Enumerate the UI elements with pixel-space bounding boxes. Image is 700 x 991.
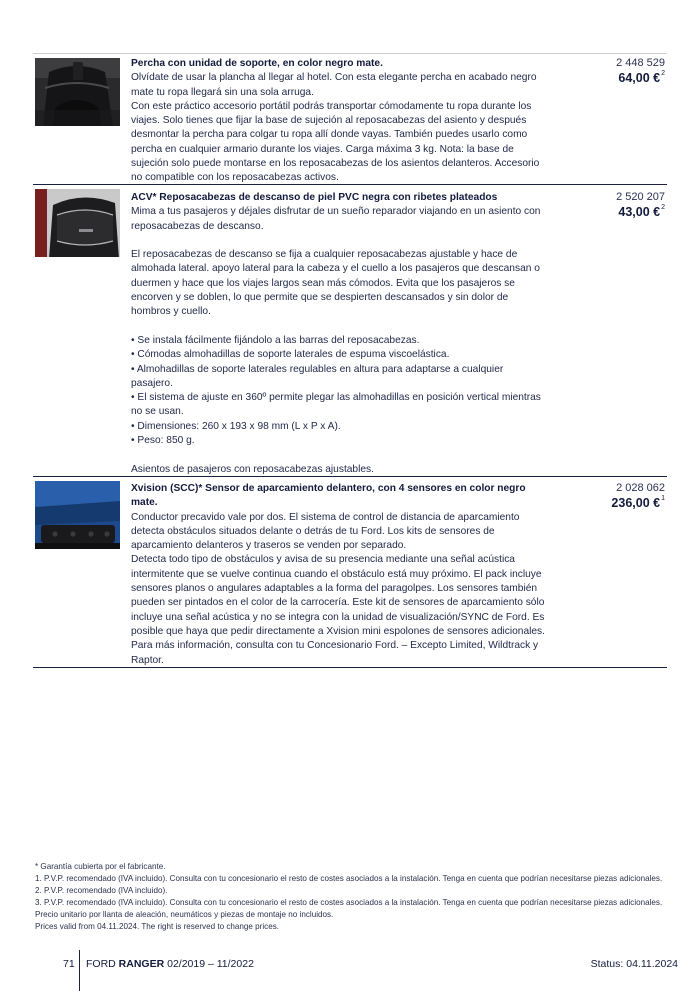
item-price: 64,00 €$^2$: [618, 70, 665, 85]
item-bottom-rule: [33, 667, 667, 668]
parking-sensor-bumper-photo-icon: [35, 481, 120, 549]
footnotes: [35, 861, 665, 933]
footnote: 2. P.V.P. recomendado (IVA incluido).: [35, 886, 168, 895]
brand-name: FORD: [86, 958, 116, 970]
model-label: [86, 958, 254, 970]
footnote: * Garantía cubierta por el fabricante.: [35, 862, 166, 871]
footnote: 3. P.V.P. recomendado (IVA incluido). Consulta con tu concesionario el resto de costes asociados a la instalación. Tenga en cuenta que podrían necesitarse piezas adicionales. Precio unitario por llanta de aleación, neumáticos y piezas de montaje no incluidos.: [35, 898, 663, 919]
item-description: El reposacabezas de descanso se fija a cualquier reposacabezas ajustable y hace de almohada lateral. apoyo lateral para la cabeza y el cuello a los pasajeros que descansan o duermen y hace que los viajes largos sean más cómodos. Evita que los pasajeros se encorven y se doblen, lo que permite que se despierten descansados y sin dolor de hombros y cuello.: [131, 249, 540, 318]
item-price: 43,00 €$^2$: [618, 204, 665, 219]
accessory-item-parking-sensor: [33, 478, 667, 668]
page-number: 71: [63, 958, 75, 970]
feature-bullet: • El sistema de ajuste en 360º permite plegar las almohadillas en posición vertical mientras no se usan.: [131, 392, 541, 418]
compatibility-note: Asientos de pasajeros con reposacabezas ajustables.: [131, 463, 374, 475]
item-description: Con este práctico accesorio portátil podrás transportar cómodamente tu ropa durante los viajes. Solo tienes que fijar la base de sujeción al reposacabezas del asiento y después desmontar la percha para colgar tu ropa allí donde vayas. También puedes usarlo como percha en cualquier armario durante los viajes. Carga máxima 3 kg. Nota: la base de sujeción solo puede montarse en los reposacabezas de los asientos delanteros. Accesorio no compatible con los reposacabezas activos.: [131, 100, 540, 184]
accessory-item-hanger: [33, 53, 667, 184]
feature-bullet: • Cómodas almohadillas de soporte laterales de espuma viscoelástica.: [131, 349, 450, 361]
item-top-rule: [33, 53, 667, 54]
item-bottom-rule: [33, 476, 667, 477]
feature-bullet: • Se instala fácilmente fijándolo a las barras del reposacabezas.: [131, 334, 420, 346]
price-footnote-ref: 1: [661, 495, 665, 502]
part-number: 2 448 529: [616, 57, 665, 69]
item-description: Detecta todo tipo de obstáculos y avisa de su presencia mediante una señal acústica intermitente que se vuelve continua cuando el obstáculo está muy próximo. El pack incluye sensores planos o angulares adaptables a la forma del paragolpes. Los sensores también pueden ser pintados en el color de la carrocería. Este kit de sensores de aparcamiento sólo incluye una señal acústica y no se integra con la unidad de visualización/SYNC de Ford. Es posible que haya que pedir directamente a Xvision mini espolones de sensores adicionales. Para más información, consulta con tu Concesionario Ford. – Excepto Limited, Wildtrack y Raptor.: [131, 554, 545, 666]
page-footer: [0, 950, 700, 991]
item-title: ACV* Reposacabezas de descanso de piel PVC negra con ribetes plateados: [131, 192, 498, 203]
footer-divider: [79, 950, 80, 991]
status-date: Status: 04.11.2024: [590, 958, 678, 970]
footnote: 1. P.V.P. recomendado (IVA incluido). Consulta con tu concesionario el resto de costes asociados a la instalación. Tenga en cuenta que podrían necesitarse piezas adicionales.: [35, 874, 663, 883]
accessory-item-headrest: [33, 186, 667, 476]
part-number: 2 028 062: [616, 482, 665, 494]
headrest-product-photo-icon: [35, 189, 120, 257]
part-number: 2 520 207: [616, 191, 665, 203]
model-name: RANGER: [118, 958, 165, 970]
footnote: Prices valid from 04.11.2024. The right is reserved to change prices.: [35, 922, 279, 931]
item-description: Olvídate de usar la plancha al llegar al hotel. Con esta elegante percha en acabado negro mate tu ropa llegará sin una sola arruga.: [131, 72, 537, 98]
item-bottom-rule: [33, 184, 667, 185]
item-title: Xvision (SCC)* Sensor de aparcamiento delantero, con 4 sensores en color negro mate.: [131, 483, 526, 509]
price-footnote-ref: 2: [661, 70, 665, 77]
feature-bullet: • Peso: 850 g.: [131, 435, 195, 447]
item-description: Conductor precavido vale por dos. El sistema de control de distancia de aparcamiento detecta obstáculos situados delante o detrás de tu Ford. Los kits de sensores de aparcamiento delanteros y traseros se venden por separado.: [131, 511, 520, 552]
feature-bullet: • Almohadillas de soporte laterales regulables en altura para adaptarse a cualquier pasajero.: [131, 363, 504, 389]
model-period: 02/2019 – 11/2022: [167, 958, 254, 970]
hanger-product-photo-icon: [35, 58, 120, 126]
item-title: Percha con unidad de soporte, en color negro mate.: [131, 58, 383, 69]
item-price: 236,00 €$^1$: [611, 495, 665, 510]
item-description: Mima a tus pasajeros y déjales disfrutar de un sueño reparador viajando en un asiento con reposacabezas de descanso.: [131, 206, 541, 232]
price-footnote-ref: 2: [661, 204, 665, 211]
feature-bullet: • Dimensiones: 260 x 193 x 98 mm (L x P x A).: [131, 420, 341, 432]
